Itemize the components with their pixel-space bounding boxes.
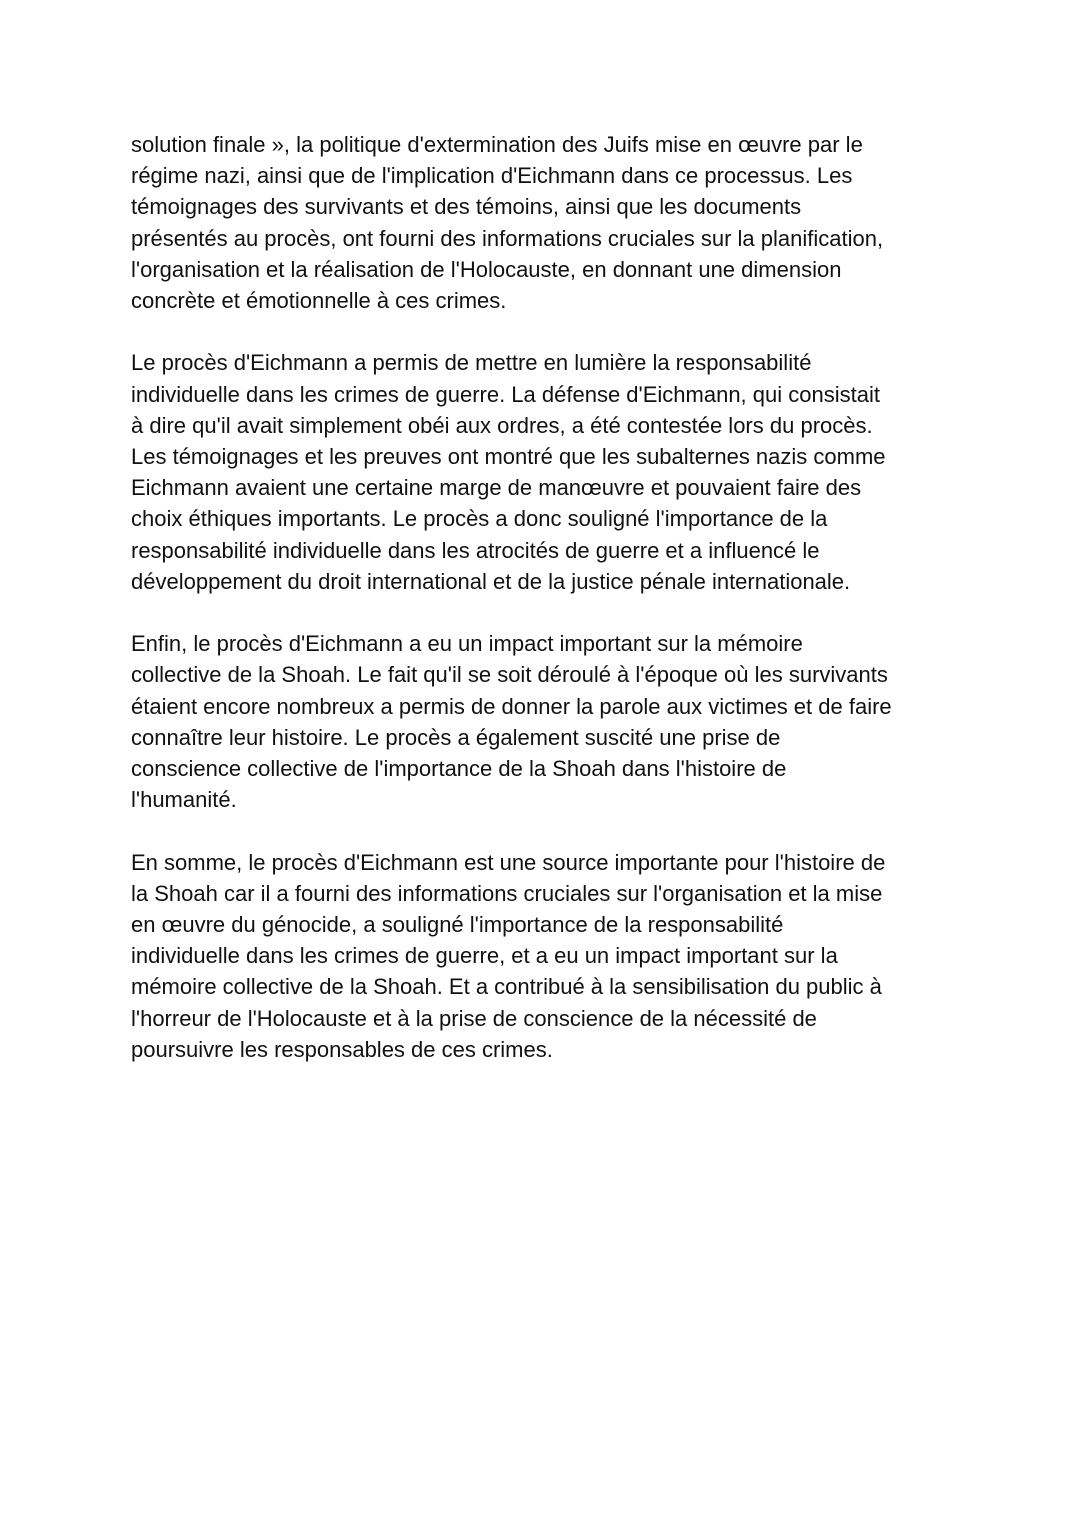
document-page [131,129,991,1096]
text-line: la Shoah car il a fourni des informations cruciales sur l'organisation et la mise [131,880,883,906]
text-line: l'organisation et la réalisation de l'Holocauste, en donnant une dimension [131,256,842,282]
text-line: poursuivre les responsables de ces crimes. [131,1036,553,1062]
paragraph [131,628,991,815]
text-line: responsabilité individuelle dans les atrocités de guerre et a influencé le [131,537,820,563]
text-line: connaître leur histoire. Le procès a également suscité une prise de [131,724,781,750]
text-line: témoignages des survivants et des témoins, ainsi que les documents [131,194,802,220]
text-line: l'horreur de l'Holocauste et à la prise de conscience de la nécessité de [131,1005,817,1031]
text-line: En somme, le procès d'Eichmann est une source importante pour l'histoire de [131,849,886,875]
paragraph [131,347,991,597]
text-line: mémoire collective de la Shoah. Et a contribué à la sensibilisation du public à [131,974,882,1000]
text-line: étaient encore nombreux a permis de donner la parole aux victimes et de faire [131,693,892,719]
paragraph [131,129,991,316]
text-line: en œuvre du génocide, a souligné l'importance de la responsabilité [131,912,784,938]
text-line: concrète et émotionnelle à ces crimes. [131,288,507,314]
text-line: Enfin, le procès d'Eichmann a eu un impact important sur la mémoire [131,631,803,657]
text-line: conscience collective de l'importance de la Shoah dans l'histoire de [131,756,787,782]
text-line: solution finale », la politique d'extermination des Juifs mise en œuvre par le [131,132,863,157]
text-line: choix éthiques importants. Le procès a donc souligné l'importance de la [131,506,828,532]
paragraph [131,847,991,1065]
text-line: régime nazi, ainsi que de l'implication d'Eichmann dans ce processus. Les [131,163,853,189]
text-line: à dire qu'il avait simplement obéi aux ordres, a été contestée lors du procès. [131,412,873,438]
text-line: présentés au procès, ont fourni des informations cruciales sur la planification, [131,225,884,251]
text-line: Le procès d'Eichmann a permis de mettre en lumière la responsabilité [131,350,812,376]
text-line: l'humanité. [131,787,237,813]
text-line: Eichmann avaient une certaine marge de manœuvre et pouvaient faire des [131,475,862,501]
text-line: collective de la Shoah. Le fait qu'il se soit déroulé à l'époque où les survivants [131,662,888,688]
text-line: individuelle dans les crimes de guerre. La défense d'Eichmann, qui consistait [131,381,880,407]
text-line: Les témoignages et les preuves ont montré que les subalternes nazis comme [131,444,886,470]
text-line: individuelle dans les crimes de guerre, et a eu un impact important sur la [131,943,838,969]
text-line: développement du droit international et de la justice pénale internationale. [131,568,851,594]
